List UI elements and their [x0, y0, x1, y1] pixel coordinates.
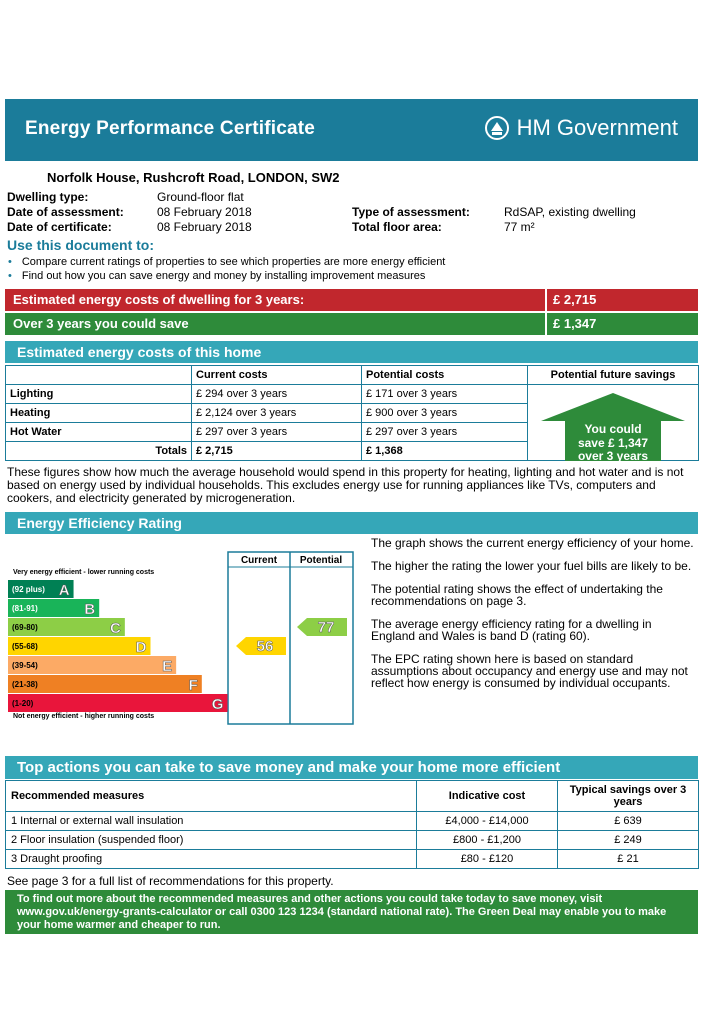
table-row: Current costs Potential costs Potential future savings: [6, 366, 699, 385]
band-letter: B: [84, 601, 96, 618]
table-row: 2 Floor insulation (suspended floor) £800 - £1,200 £ 249: [6, 831, 699, 850]
costs-table: [5, 365, 699, 461]
band-range-label: (21-38): [12, 680, 38, 689]
band-range-label: (81-91): [12, 604, 38, 613]
bullet-icon: •: [8, 256, 12, 268]
band-range-label: (92 plus): [12, 585, 45, 594]
green-deal-note: To find out more about the recommended measures and other actions you could take today to save money, visit www.gov.uk/energy-grants-calculator or call 0300 123 1234 (standard national rate). The Green Deal may enable you to make your home warmer and cheaper to run.: [5, 890, 698, 934]
certificate-date-value: 08 February 2018: [157, 220, 252, 234]
property-address: Norfolk House, Rushcroft Road, LONDON, SW2: [47, 170, 340, 185]
use-document-title: Use this document to:: [7, 237, 155, 253]
band-letter: F: [188, 677, 198, 694]
svg-text:77: 77: [317, 619, 335, 636]
assessment-date-label: Date of assessment:: [7, 205, 124, 219]
svg-text:You could: You could: [584, 422, 642, 436]
certificate-title: Energy Performance Certificate: [25, 118, 316, 139]
bullet-icon: •: [8, 270, 12, 282]
energy-rating-chart: [5, 550, 355, 725]
use-document-list: [8, 255, 445, 283]
crest-icon: [483, 115, 511, 141]
current-column-header: Current: [240, 555, 278, 566]
floor-area-value: 77 m²: [504, 220, 535, 234]
band-letter: E: [162, 658, 173, 675]
table-row: Hot Water £ 297 over 3 years £ 297 over 3 years: [6, 423, 699, 442]
floor-area-label: Total floor area:: [352, 220, 442, 234]
table-row: 1 Internal or external wall insulation £4,000 - £14,000 £ 639: [6, 812, 699, 831]
band-letter: C: [110, 620, 121, 637]
band-range-label: (1-20): [12, 699, 34, 708]
savings-arrow-cell: [528, 385, 699, 461]
band-range-label: (69-80): [12, 623, 38, 632]
assessment-type-value: RdSAP, existing dwelling: [504, 205, 636, 219]
certificate-date-label: Date of certificate:: [7, 220, 112, 234]
band-letter: G: [211, 696, 224, 713]
svg-text:over 3 years: over 3 years: [577, 449, 649, 463]
band-letter: A: [58, 582, 70, 599]
potential-column-header: Potential: [299, 555, 343, 566]
costs-note: These figures show how much the average household would spend in this property for heating, lighting and hot water and is not based on energy used by individual households. This excludes energy use for running appliances like TVs, computers and cookers, and electricity generated by microgeneration.: [7, 465, 684, 505]
assessment-date-value: 08 February 2018: [157, 205, 252, 219]
see-more-text: See page 3 for a full list of recommendations for this property.: [7, 874, 334, 888]
actions-section-title: Top actions you can take to save money and make your home more efficient: [5, 756, 698, 779]
assessment-type-label: Type of assessment:: [352, 205, 470, 219]
list-item: • Find out how you can save energy and money by installing improvement measures: [8, 270, 426, 282]
table-row: Heating £ 2,124 over 3 years £ 900 over 3 years: [6, 404, 699, 423]
estimated-cost-band: Estimated energy costs of dwelling for 3 years: £ 2,715: [5, 289, 698, 311]
costs-section-title: Estimated energy costs of this home: [5, 341, 698, 363]
table-row: Lighting £ 294 over 3 years £ 171 over 3 years You could save £ 1,347 over 3 years: [6, 385, 699, 404]
svg-text:56: 56: [256, 638, 274, 655]
svg-text:save £ 1,347: save £ 1,347: [577, 436, 649, 450]
table-row: Recommended measures Indicative cost Typical savings over 3 years: [6, 781, 699, 812]
rating-explanation: The graph shows the current energy efficiency of your home. The higher the rating the lower your fuel bills are likely to be. The potential rating shows the effect of undertaking the recommendations on page 3. The average energy efficiency rating for a dwelling in England and Wales is band D (rating 60). The EPC rating shown here is based on standard assumptions about occupancy and energy use and may not reflect how energy is consumed by individual occupants.: [371, 536, 694, 690]
table-row: 3 Draught proofing £80 - £120 £ 21: [6, 850, 699, 869]
savings-arrow-icon: [533, 393, 693, 463]
bottom-label: Not energy efficient - higher running costs: [13, 713, 155, 720]
potential-rating-marker: [297, 618, 347, 636]
could-save-band: Over 3 years you could save £ 1,347: [5, 313, 698, 335]
dwelling-type-value: Ground-floor flat: [157, 190, 244, 204]
list-item: • Compare current ratings of properties to see which properties are more energy efficient: [8, 256, 446, 268]
band-g-bar: [8, 694, 227, 712]
rating-section-title: Energy Efficiency Rating: [5, 512, 698, 534]
band-range-label: (55-68): [12, 642, 38, 651]
actions-table: [5, 780, 699, 869]
government-logo: [483, 115, 678, 141]
table-row: Totals £ 2,715 £ 1,368: [6, 442, 699, 461]
band-range-label: (39-54): [12, 661, 38, 670]
government-name: HM Government: [516, 115, 678, 140]
current-rating-marker: [236, 637, 286, 655]
epc-header: [5, 99, 698, 161]
top-label: Very energy efficient - lower running costs: [13, 569, 155, 576]
band-letter: D: [135, 639, 147, 656]
dwelling-type-label: Dwelling type:: [7, 190, 89, 204]
